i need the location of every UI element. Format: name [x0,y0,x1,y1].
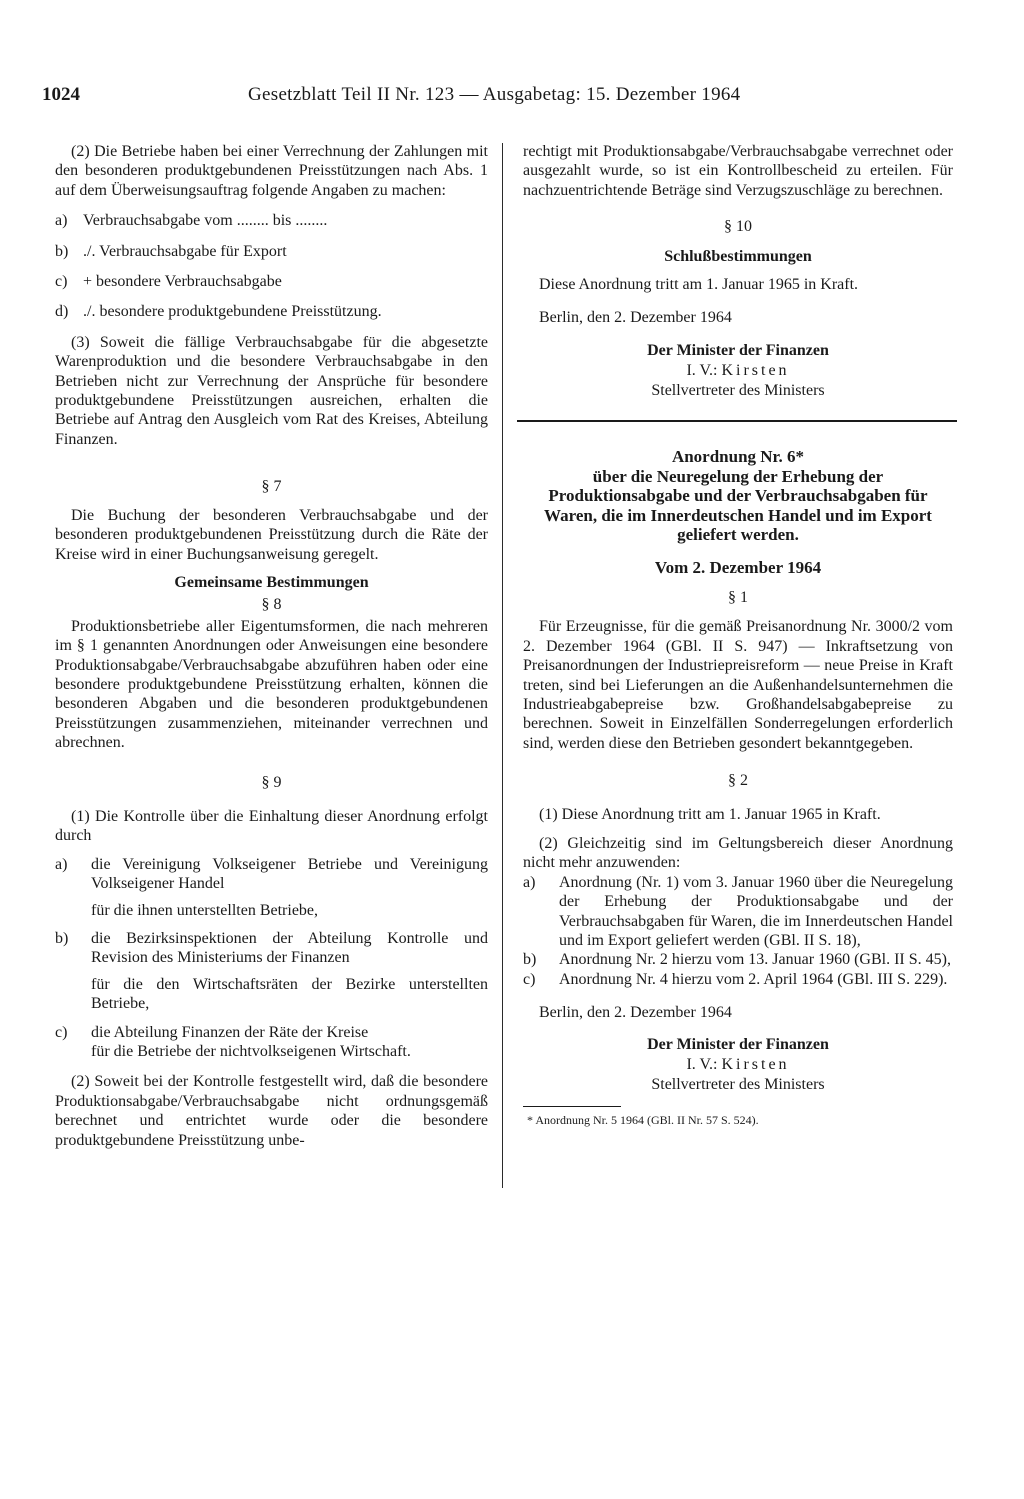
list-item [523,873,953,951]
section-9-heading: § 9 [261,773,282,791]
list-text: die Vereinigung Volkseigener Betriebe und Vereinigung Volkseigener Handel [91,855,488,893]
section-1-text: Für Erzeugnisse, für die gemäß Preisanordnung Nr. 3000/2 vom 2. Dezember 1964 (GBl. II S. 947) — Inkraftsetzung von Preisanordnungen der Industriepreisreform — neue Preise in Kraft treten, sind bei Lieferungen an die Außenhandelsunternehmen die Industrieabgabepreise bzw. Großhandelsabgabepreise zu berechnen. Soweit in Einzelfällen Sonderregelungen erforderlich sind, werden diese den Betrieben gesondert bekanntgegeben. [523,618,953,752]
list-text-detail: für die den Wirtschaftsräten der Bezirke unterstellten Betriebe, [91,975,488,1013]
list-item [55,242,488,261]
list-label: d) [55,303,69,321]
list-text-detail: für die ihnen unterstellten Betriebe, [91,901,319,919]
signatory-organization: Der Minister der Finanzen [647,1035,829,1053]
signatory-name: Kirsten [721,362,790,380]
ordinance-date: Vom 2. Dezember 1964 [654,557,822,577]
list-label: b) [55,242,69,260]
common-provisions-heading: Gemeinsame Bestimmungen [174,573,369,591]
right-column [523,142,953,1130]
place-date: Berlin, den 2. Dezember 1964 [539,309,732,327]
signatory-prefix: I. V.: [686,1056,718,1074]
section-8-heading: § 8 [261,596,282,614]
column-divider [502,143,503,1188]
list-text: Anordnung Nr. 4 hierzu vom 2. April 1964 (GBl. III S. 229). [559,970,948,988]
list-text: + besondere Verbrauchsabgabe [83,273,282,291]
continued-paragraph: rechtigt mit Produktionsabgabe/Verbrauchsabgabe verrechnet oder ausgezahlt wurde, so ist ein Kontrollbescheid zu erteilen. Für nachzuentrichtende Beträge sind Verzugszuschläge zu berechnen. [523,143,953,199]
signatory-prefix: I. V.: [686,362,718,380]
final-provisions-heading: Schlußbestimmungen [664,247,812,265]
place-date: Berlin, den 2. Dezember 1964 [539,1004,732,1022]
list-item [523,970,953,989]
gazette-title: Gesetzblatt Teil II Nr. 123 — Ausgabetag: 15. Dezember 1964 [248,84,741,105]
signatory-role: Stellvertreter des Ministers [651,1075,825,1093]
section-9-para-1: (1) Die Kontrolle über die Einhaltung dieser Anordnung erfolgt durch [55,807,488,845]
paragraph-2: (2) Die Betriebe haben bei einer Verrechnung der Zahlungen mit den besonderen produktgebundenen Preisstützungen nach Abs. 1 auf dem Überweisungsauftrag folgende Angaben zu machen: [55,143,488,199]
section-8-text: Produktionsbetriebe aller Eigentumsformen, die nach mehreren im § 1 genannten Anordnungen oder Anweisungen eine besondere Produktionsabgabe/Verbrauchsabgabe abzuführen haben oder eine besondere produktgebundene Preisstützung erhalten, können die besonderen Abgaben und die besonderen produktgebundenen Preisstützungen zusammenziehen, miteinander verrechnen und abrechnen. [55,617,488,752]
list-text: Anordnung Nr. 2 hierzu vom 13. Januar 1960 (GBl. II S. 45), [559,951,951,969]
page-number: 1024 [42,84,80,105]
signatory-role: Stellvertreter des Ministers [651,381,825,399]
ordinance-title: über die Neuregelung der Erhebung der Produktionsabgabe und der Verbrauchsabgaben für Waren, die im Innerdeutschen Handel und im Export geliefert werden. [544,466,932,545]
section-9-para-2: (2) Soweit bei der Kontrolle festgestellt wird, daß die besondere Produktionsabgabe/Verbrauchsabgabe nicht ordnungsgemäß berechnet und entrichtet wurde oder die besondere produktgebundene Preisstützung unbe- [55,1073,488,1149]
list-label: b) [523,951,537,969]
signatory-line [523,361,953,380]
list-label: c) [523,970,536,988]
page-header [42,84,787,112]
section-7-text: Die Buchung der besonderen Verbrauchsabgabe und der besonderen produktgebundenen Preisstützung durch die Räte der Kreise wird in einer Buchungsanweisung geregelt. [55,506,488,563]
list-text: die Abteilung Finanzen der Räte der Kreise [91,1023,369,1041]
signatory-name: Kirsten [721,1056,790,1074]
list-text: ./. Verbrauchsabgabe für Export [83,242,287,260]
list-text: ./. besondere produktgebundene Preisstützung. [83,303,382,321]
list-label: c) [55,1023,68,1041]
list-label: a) [55,212,68,230]
section-2-para-2: (2) Gleichzeitig sind im Geltungsbereich dieser Anordnung nicht mehr anzuwenden: [523,835,953,872]
left-column [55,142,488,1150]
list-item [523,950,953,969]
signatory-line [523,1055,953,1074]
list-text-detail: für die Betriebe der nichtvolkseigenen Wirtschaft. [91,1043,411,1061]
section-7-heading: § 7 [261,478,282,496]
list-label: c) [55,273,68,291]
final-provisions-text: Diese Anordnung tritt am 1. Januar 1965 in Kraft. [539,276,859,294]
section-2-heading: § 2 [728,772,748,790]
list-item [55,302,488,321]
section-2-para-1: (1) Diese Anordnung tritt am 1. Januar 1965 in Kraft. [539,805,881,823]
list-label: b) [55,930,69,947]
section-1-heading: § 1 [728,588,748,606]
ordinance-number: Anordnung Nr. 6* [671,447,805,467]
list-label: a) [55,855,68,873]
list-text: Verbrauchsabgabe vom ........ bis ........ [83,212,328,230]
list-item [55,855,488,920]
section-10-heading: § 10 [724,218,752,236]
paragraph-3: (3) Soweit die fällige Verbrauchsabgabe für die abgesetzte Warenproduktion und die besondere Verbrauchsabgabe in den Betrieben nicht zur Verrechnung der Ansprüche für besondere produktgebundene Preisstützungen ausreichen, erhalten die Betriebe auf Antrag den Ausgleich vom Rat des Kreises, Abteilung Finanzen. [55,333,488,448]
signatory-organization: Der Minister der Finanzen [647,341,829,359]
list-item [55,211,488,230]
footnote-rule [523,1106,621,1107]
list-text: die Bezirksinspektionen der Abteilung Kontrolle und Revision des Ministeriums der Finanzen [91,930,488,967]
list-text: Anordnung (Nr. 1) vom 3. Januar 1960 über die Neuregelung der Erhebung der Produktionsabgabe und der Verbrauchsabgaben für Waren, die im Innerdeutschen Handel und im Export geliefert werden (GBl. II S. 18), [559,873,953,950]
list-item [55,272,488,291]
section-rule [517,420,957,422]
list-item [55,1023,488,1062]
list-item [55,929,488,1014]
list-label: a) [523,873,536,891]
footnote: * Anordnung Nr. 5 1964 (GBl. II Nr. 57 S. 524). [527,1112,759,1127]
